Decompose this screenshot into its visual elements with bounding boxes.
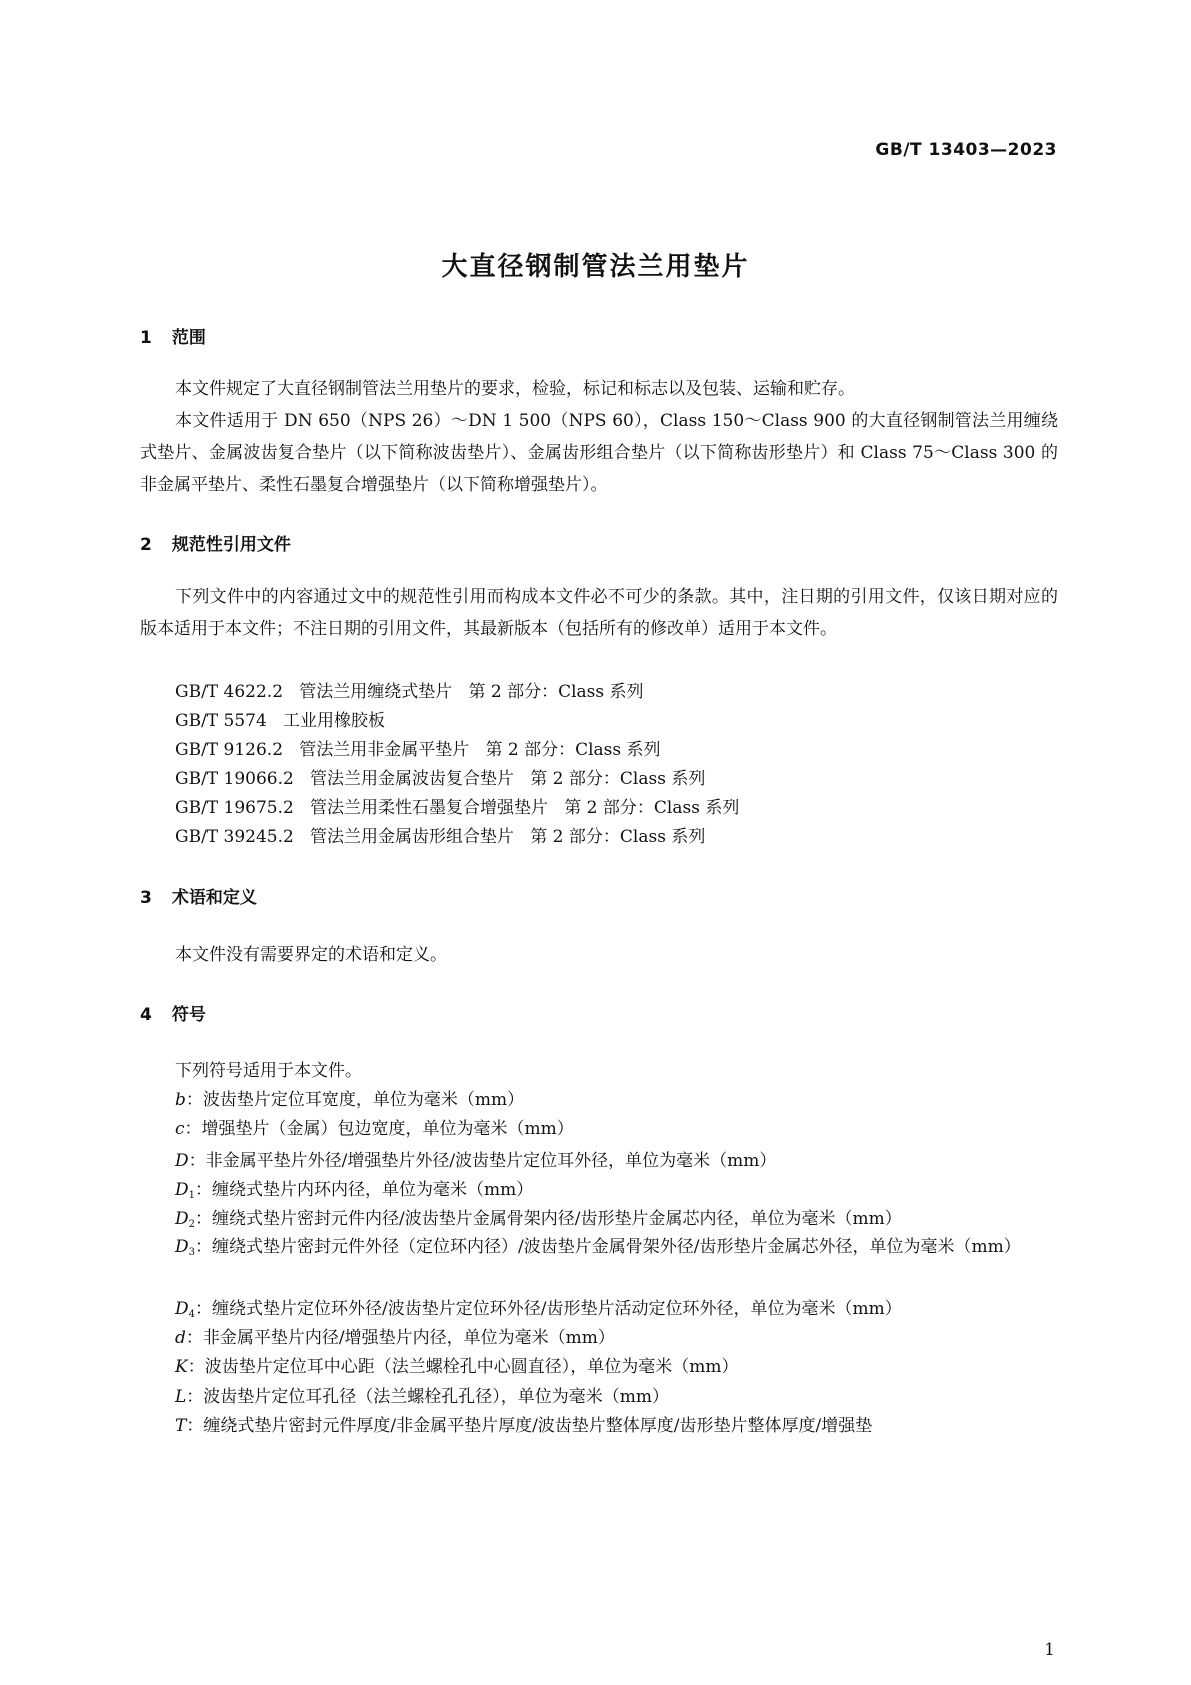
section-3-para-1: 本文件没有需要界定的术语和定义。 <box>175 945 447 965</box>
symbol: D <box>175 1209 189 1229</box>
section-2-heading <box>140 530 291 555</box>
symbol-description: ：缠绕式垫片内环内径，单位为毫米（mm） <box>195 1180 534 1200</box>
symbol-entry <box>175 1114 574 1139</box>
reference-item: GB/T 5574 工业用橡胶板 <box>175 711 386 731</box>
symbol-description: ：缠绕式垫片密封元件厚度/非金属平垫片厚度/波齿垫片整体厚度/齿形垫片整体厚度/增强垫 <box>186 1416 873 1436</box>
symbol-entry <box>175 1294 902 1320</box>
section-number: 2 <box>140 535 152 555</box>
symbol-description: ：缠绕式垫片密封元件外径（定位环内径）/波齿垫片金属骨架外径/齿形垫片金属芯外径，单位为毫米（mm） <box>195 1237 1021 1257</box>
section-title: 符号 <box>171 1005 206 1025</box>
reference-item: GB/T 4622.2 管法兰用缠绕式垫片 第 2 部分：Class 系列 <box>175 682 644 702</box>
section-title: 术语和定义 <box>171 888 257 908</box>
symbol: d <box>175 1328 186 1348</box>
symbol-description: ：缠绕式垫片密封元件内径/波齿垫片金属骨架内径/齿形垫片金属芯内径，单位为毫米（mm） <box>195 1209 902 1229</box>
section-number: 4 <box>140 1005 152 1025</box>
symbol: D <box>175 1151 189 1171</box>
symbol-description: ：波齿垫片定位耳宽度，单位为毫米（mm） <box>185 1090 525 1110</box>
symbol: L <box>175 1387 187 1407</box>
symbol-description: ：增强垫片（金属）包边宽度，单位为毫米（mm） <box>184 1119 574 1139</box>
reference-item: GB/T 19066.2 管法兰用金属波齿复合垫片 第 2 部分：Class 系列 <box>175 769 706 789</box>
symbol: b <box>175 1090 186 1110</box>
section-2-para-1: 下列文件中的内容通过文中的规范性引用而构成本文件必不可少的条款。其中，注日期的引用文件，仅该日期对应的版本适用于本文件；不注日期的引用文件，其最新版本（包括所有的修改单）适用于本文件。 <box>140 587 1058 639</box>
standard-code: GB/T 13403—2023 <box>875 140 1057 160</box>
reference-item: GB/T 9126.2 管法兰用非金属平垫片 第 2 部分：Class 系列 <box>175 740 661 760</box>
section-1-heading <box>140 323 206 348</box>
symbols-intro: 下列符号适用于本文件。 <box>175 1061 362 1081</box>
section-number: 3 <box>140 888 152 908</box>
symbol-entry <box>175 1352 738 1377</box>
symbol-entry <box>175 1146 776 1171</box>
symbol-entry <box>140 1231 1058 1269</box>
symbol-entry <box>175 1382 669 1407</box>
symbol-description: ：波齿垫片定位耳孔径（法兰螺栓孔孔径），单位为毫米（mm） <box>186 1387 670 1407</box>
section-3-heading <box>140 883 257 908</box>
section-1-para-1: 本文件规定了大直径钢制管法兰用垫片的要求，检验，标记和标志以及包装、运输和贮存。 <box>175 379 855 399</box>
section-number: 1 <box>140 328 152 348</box>
symbol: T <box>175 1416 187 1436</box>
symbol-subscript: 1 <box>188 1190 196 1201</box>
symbol-description: ：非金属平垫片外径/增强垫片外径/波齿垫片定位耳外径，单位为毫米（mm） <box>188 1151 777 1171</box>
reference-item: GB/T 39245.2 管法兰用金属齿形组合垫片 第 2 部分：Class 系列 <box>175 827 706 847</box>
symbol: D <box>175 1180 189 1200</box>
symbol-entry <box>175 1411 872 1436</box>
section-1-para-2: 本文件适用于 DN 650（NPS 26）～DN 1 500（NPS 60），Class 150～Class 900 的大直径钢制管法兰用缠绕式垫片、金属波齿复合垫片（以下简称波齿垫片）、金属齿形组合垫片（以下简称齿形垫片）和 Class 75～Class 300 的非金属平垫片、柔性石墨复合增强垫片（以下简称增强垫片）。 <box>140 411 1058 495</box>
symbol-entry <box>175 1323 615 1348</box>
symbol-subscript: 2 <box>188 1219 196 1230</box>
symbol: c <box>175 1119 185 1139</box>
symbol: K <box>175 1357 188 1377</box>
page-number: 1 <box>1044 1640 1055 1660</box>
symbol-description: ：波齿垫片定位耳中心距（法兰螺栓孔中心圆直径），单位为毫米（mm） <box>187 1357 739 1377</box>
symbol-entry <box>175 1204 902 1230</box>
symbol-subscript: 3 <box>188 1247 196 1258</box>
section-4-heading <box>140 1000 206 1025</box>
symbol-subscript: 4 <box>188 1309 196 1320</box>
reference-item: GB/T 19675.2 管法兰用柔性石墨复合增强垫片 第 2 部分：Class 系列 <box>175 798 740 818</box>
symbol-entry <box>175 1175 533 1201</box>
symbol-description: ：缠绕式垫片定位环外径/波齿垫片定位环外径/齿形垫片活动定位环外径，单位为毫米（mm） <box>195 1299 902 1319</box>
section-title: 范围 <box>171 328 206 348</box>
symbol: D <box>175 1299 189 1319</box>
symbol: D <box>175 1237 189 1257</box>
document-title: 大直径钢制管法兰用垫片 <box>441 252 750 282</box>
symbol-description: ：非金属平垫片内径/增强垫片内径，单位为毫米（mm） <box>185 1328 615 1348</box>
symbol-entry <box>175 1085 524 1110</box>
section-title: 规范性引用文件 <box>171 535 291 555</box>
